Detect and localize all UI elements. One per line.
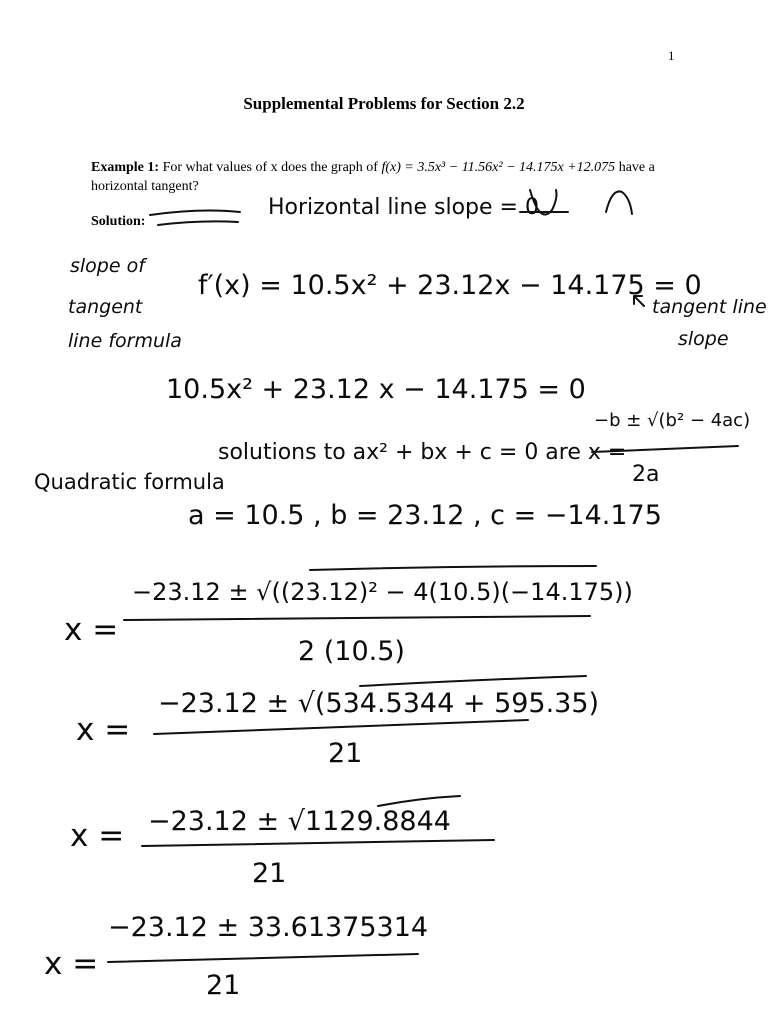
solution-underline	[150, 211, 240, 225]
derivative-equation: f′(x) = 10.5x² + 23.12x − 14.175 = 0	[198, 270, 702, 301]
quadratic-label: Quadratic formula	[34, 470, 225, 494]
coefficients: a = 10.5 , b = 23.12 , c = −14.175	[188, 500, 662, 531]
solutions-to-text: solutions to ax² + bx + c = 0 are x =	[218, 440, 627, 465]
step3-fraction-bar	[142, 840, 494, 846]
tangent-note-line2: slope	[678, 328, 729, 350]
tangent-arrow	[634, 296, 644, 306]
step3-numerator: −23.12 ± √1129.8844	[148, 806, 451, 837]
step3-denominator: 21	[252, 858, 287, 889]
qf-denominator: 2a	[632, 462, 660, 487]
step2-radical-top	[360, 676, 586, 686]
step2-fraction-bar	[154, 720, 528, 734]
step2-denominator: 21	[328, 738, 363, 769]
tangent-note-line1: tangent line	[652, 296, 767, 318]
step1-radical-top	[310, 566, 596, 570]
solution-label: Solution:	[91, 214, 146, 229]
cap-curve-sketch	[606, 191, 632, 214]
qf-fraction-bar	[592, 446, 738, 452]
slope-note-line1: slope of	[70, 255, 145, 277]
step2-lhs: x =	[76, 712, 131, 748]
question-text: For what values of x does the graph of	[162, 160, 378, 175]
step2-numerator: −23.12 ± √(534.5344 + 595.35)	[158, 688, 600, 719]
step3-radical-top	[378, 796, 460, 806]
slope-note-line2: tangent	[68, 296, 143, 318]
step4-fraction-bar	[108, 954, 418, 962]
question-end: have a horizontal tangent?	[91, 160, 655, 194]
slope-note-line3: line formula	[68, 330, 182, 352]
page-number: 1	[668, 48, 675, 63]
page-title: Supplemental Problems for Section 2.2	[243, 94, 525, 113]
set-zero-equation: 10.5x² + 23.12 x − 14.175 = 0	[166, 374, 586, 405]
function-formula: f(x) = 3.5x³ − 11.56x² − 14.175x +12.075	[381, 160, 616, 175]
qf-numerator: −b ± √(b² − 4ac)	[594, 410, 751, 431]
u-curve-sketch	[520, 190, 568, 215]
step4-lhs: x =	[44, 946, 99, 982]
horizontal-line-note: Horizontal line slope = 0	[268, 195, 539, 220]
step4-denominator: 21	[206, 970, 241, 1001]
example-label: Example 1:	[91, 160, 160, 175]
step3-lhs: x =	[70, 818, 125, 854]
step1-denominator: 2 (10.5)	[298, 636, 405, 667]
step1-numerator: −23.12 ± √((23.12)² − 4(10.5)(−14.175))	[132, 578, 633, 606]
step4-numerator: −23.12 ± 33.61375314	[108, 912, 429, 943]
step1-lhs: x =	[64, 612, 119, 648]
step1-fraction-bar	[124, 616, 590, 620]
